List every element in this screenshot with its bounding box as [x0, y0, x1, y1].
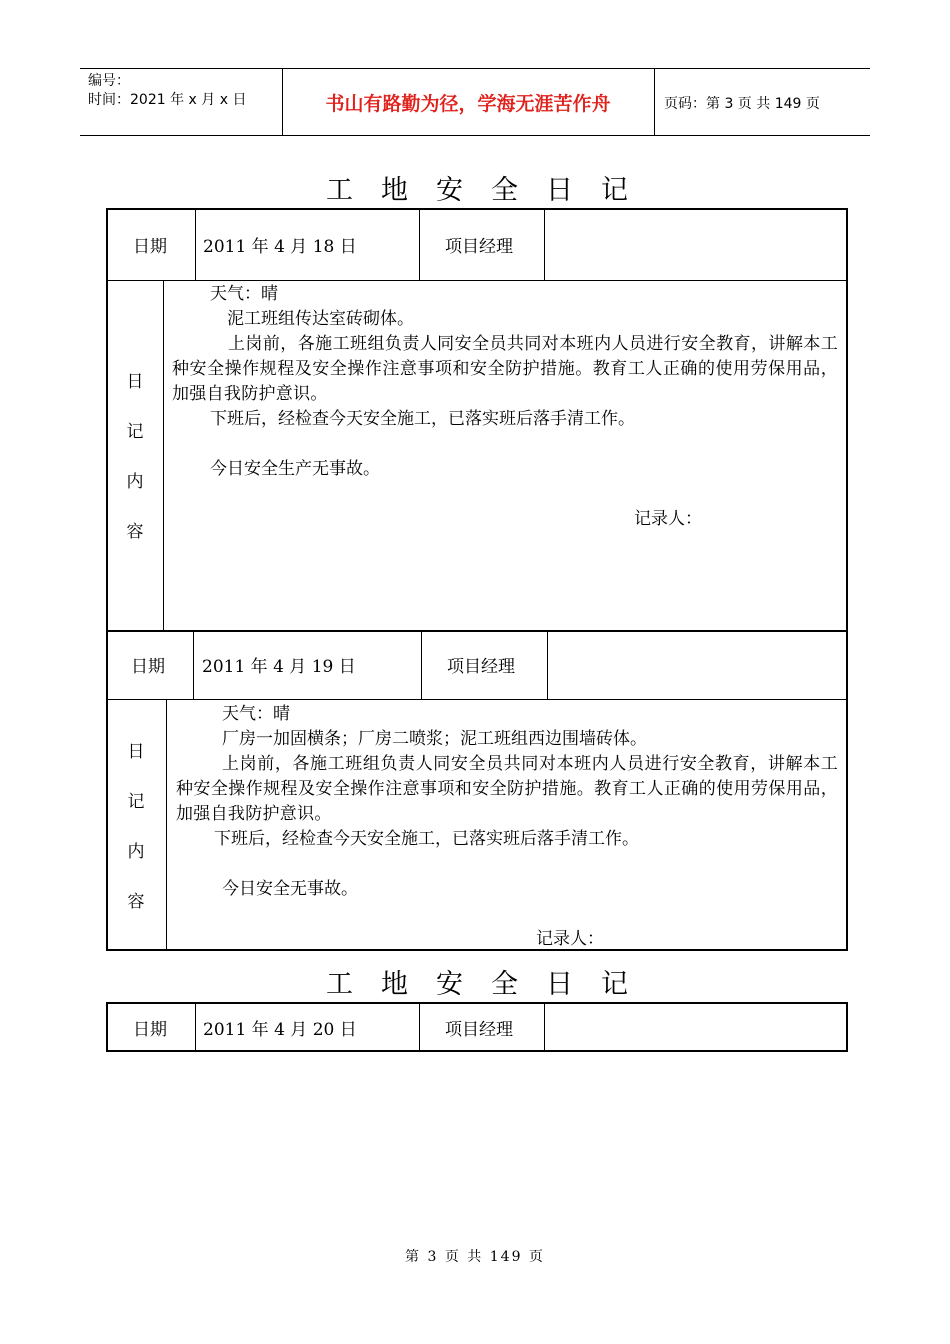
diary-entry: [176, 702, 838, 952]
vertical-char: 记: [127, 792, 145, 812]
page-title: 工地安全日记: [326, 175, 656, 206]
manager-label: 项目经理: [445, 236, 513, 257]
recorder-line: 记录人：: [634, 509, 702, 529]
header-page-number: 页码：第 3 页 共 149 页: [664, 96, 820, 112]
col-divider: [419, 1002, 420, 1052]
vertical-char: 内: [127, 842, 145, 862]
summary-line: 今日安全生产无事故。: [210, 459, 380, 479]
header-divider: [654, 68, 655, 136]
date-value: 2011 年 4 月 20 日: [203, 1019, 357, 1040]
weather-line: 天气：晴: [222, 704, 290, 724]
footer-page-number: 第 3 页 共 149 页: [405, 1249, 545, 1265]
safety-paragraph: 上岗前，各施工班组负责人同安全员共同对本班内人员进行安全教育，讲解本工种安全操作规程及安全操作注意事项和安全防护措施。教育工人正确的使用劳保用品，加强自我防护意识。: [176, 754, 838, 824]
date-value: 2011 年 4 月 19 日: [202, 657, 356, 677]
col-divider: [195, 1002, 196, 1052]
date-label: 日期: [133, 1019, 167, 1040]
date-label: 日期: [133, 236, 167, 257]
summary-line: 今日安全无事故。: [222, 879, 358, 899]
vertical-char: 日: [126, 372, 144, 392]
time-label: 时间：2021 年 x 月 x 日: [88, 92, 247, 108]
col-divider: [163, 280, 164, 632]
diary-entry: [172, 282, 838, 532]
after-work-line: 下班后，经检查今天安全施工，已落实班后落手清工作。: [214, 829, 639, 849]
col-divider: [195, 208, 196, 280]
row-divider: [106, 699, 848, 700]
vertical-char: 内: [126, 472, 144, 492]
header-motto: 书山有路勤为径，学海无涯苦作舟: [325, 92, 611, 115]
after-work-line: 下班后，经检查今天安全施工，已落实班后落手清工作。: [210, 409, 635, 429]
recorder-line: 记录人：: [536, 929, 604, 949]
col-divider: [544, 208, 545, 280]
work-line: 厂房一加固横条；厂房二喷浆；泥工班组西边围墙砖体。: [222, 729, 647, 749]
page-title: 工地安全日记: [326, 969, 656, 1000]
date-label: 日期: [131, 657, 165, 677]
vertical-char: 容: [126, 522, 144, 542]
col-divider: [166, 699, 167, 951]
manager-label: 项目经理: [447, 657, 515, 677]
row-divider: [106, 280, 848, 281]
vertical-char: 记: [126, 422, 144, 442]
vertical-char: 容: [127, 892, 145, 912]
work-line: 泥工班组传达室砖砌体。: [227, 309, 414, 329]
col-divider: [421, 630, 422, 699]
safety-paragraph: 上岗前，各施工班组负责人同安全员共同对本班内人员进行安全教育，讲解本工种安全操作规程及安全操作注意事项和安全防护措施。教育工人正确的使用劳保用品，加强自我防护意识。: [172, 334, 838, 404]
col-divider: [419, 208, 420, 280]
header-meta: [88, 72, 246, 110]
col-divider: [544, 1002, 545, 1052]
vertical-char: 日: [127, 742, 145, 762]
weather-line: 天气：晴: [210, 284, 278, 304]
col-divider: [193, 630, 194, 699]
date-value: 2011 年 4 月 18 日: [203, 236, 357, 257]
col-divider: [547, 630, 548, 699]
manager-label: 项目经理: [445, 1019, 513, 1040]
number-label: 编号：: [88, 73, 130, 89]
